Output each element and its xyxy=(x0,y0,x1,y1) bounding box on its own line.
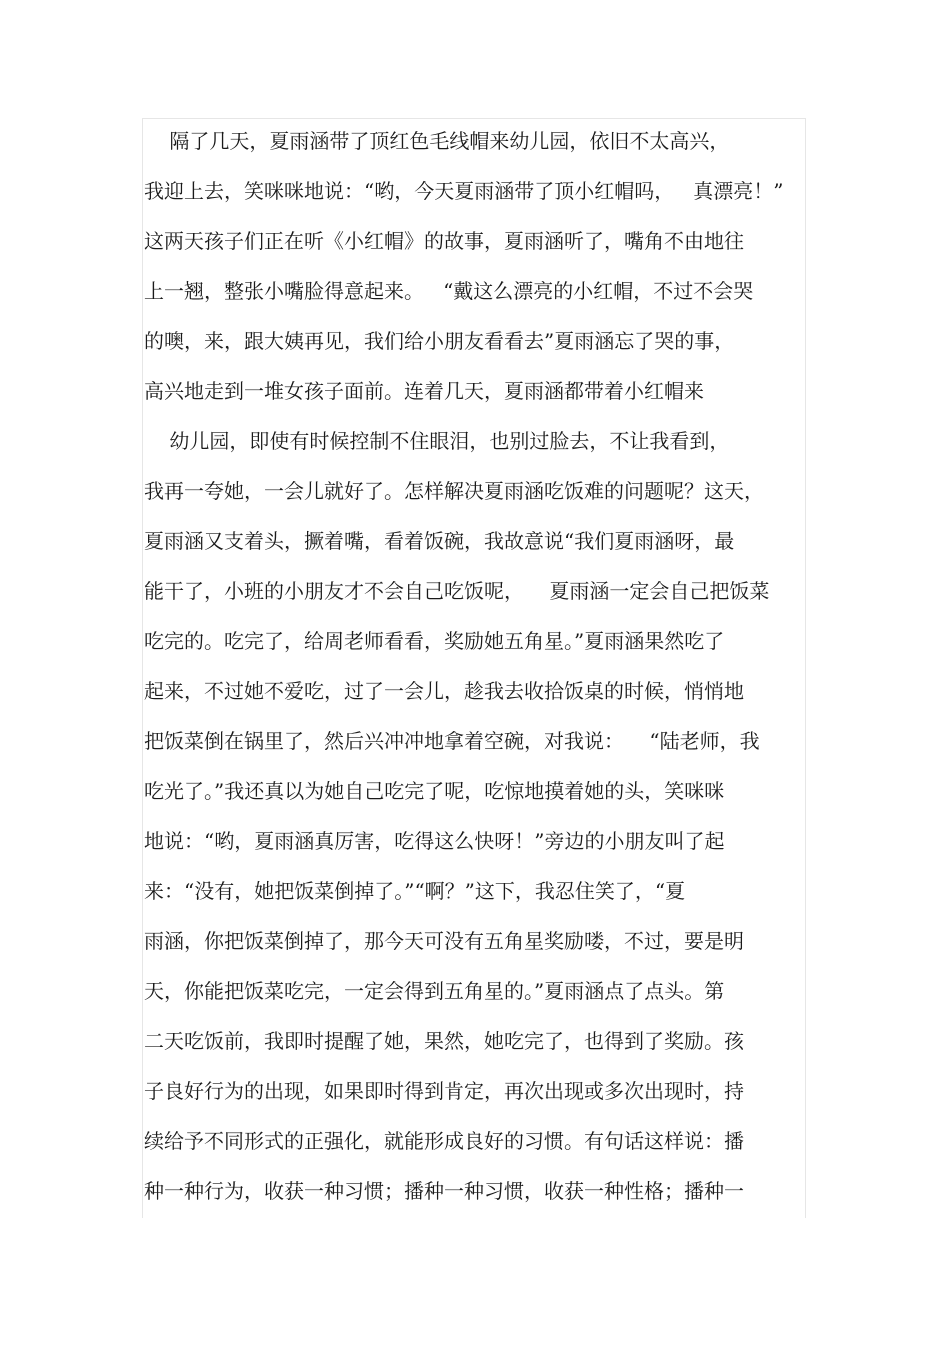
text-line: 雨涵，你把饭菜倒掉了，那今天可没有五角星奖励喽，不过，要是明 xyxy=(144,929,744,953)
text-line: 夏雨涵又支着头，撅着嘴，看着饭碗，我故意说“我们夏雨涵呀，最 xyxy=(144,529,735,553)
text-line: 我再一夸她，一会儿就好了。怎样解决夏雨涵吃饭难的问题呢？这天， xyxy=(144,479,764,503)
text-line: 能干了，小班的小朋友才不会自己吃饭呢， 夏雨涵一定会自己把饭菜 xyxy=(144,579,770,603)
text-line: 的噢，来，跟大姨再见，我们给小朋友看看去”夏雨涵忘了哭的事， xyxy=(144,329,735,353)
text-line: 高兴地走到一堆女孩子面前。连着几天，夏雨涵都带着小红帽来 xyxy=(144,379,704,403)
text-line: 吃完的。吃完了，给周老师看看，奖励她五角星。”夏雨涵果然吃了 xyxy=(144,629,725,653)
text-line: 这两天孩子们正在听《小红帽》的故事，夏雨涵听了，嘴角不由地往 xyxy=(144,229,744,253)
body-text xyxy=(144,116,824,1216)
text-line: 幼儿园，即使有时候控制不住眼泪，也别过脸去，不让我看到， xyxy=(144,429,730,453)
text-line: 吃光了。”我还真以为她自己吃完了呢，吃惊地摸着她的头，笑咪咪 xyxy=(144,779,725,803)
text-line: 起来，不过她不爱吃，过了一会儿，趁我去收拾饭桌的时候，悄悄地 xyxy=(144,679,744,703)
text-line: 天，你能把饭菜吃完，一定会得到五角星的。”夏雨涵点了点头。第 xyxy=(144,979,725,1003)
text-line: 上一翘，整张小嘴脸得意起来。 “戴这么漂亮的小红帽，不过不会哭 xyxy=(144,279,754,303)
text-line: 我迎上去，笑咪咪地说：“哟，今天夏雨涵带了顶小红帽吗， 真漂亮！” xyxy=(144,179,784,203)
text-line: 种一种行为，收获一种习惯；播种一种习惯，收获一种性格；播种一 xyxy=(144,1179,744,1203)
text-line: 子良好行为的出现，如果即时得到肯定，再次出现或多次出现时，持 xyxy=(144,1079,744,1103)
text-line: 隔了几天，夏雨涵带了顶红色毛线帽来幼儿园，依旧不太高兴， xyxy=(144,129,730,153)
text-line: 把饭菜倒在锅里了，然后兴冲冲地拿着空碗，对我说： “陆老师，我 xyxy=(144,729,760,753)
text-line: 续给予不同形式的正强化，就能形成良好的习惯。有句话这样说：播 xyxy=(144,1129,744,1153)
text-line: 来：“没有，她把饭菜倒掉了。”“啊？”这下，我忍住笑了，“夏 xyxy=(144,879,686,903)
text-line: 二天吃饭前，我即时提醒了她，果然，她吃完了，也得到了奖励。孩 xyxy=(144,1029,744,1053)
text-line: 地说：“哟，夏雨涵真厉害，吃得这么快呀！”旁边的小朋友叫了起 xyxy=(144,829,725,853)
